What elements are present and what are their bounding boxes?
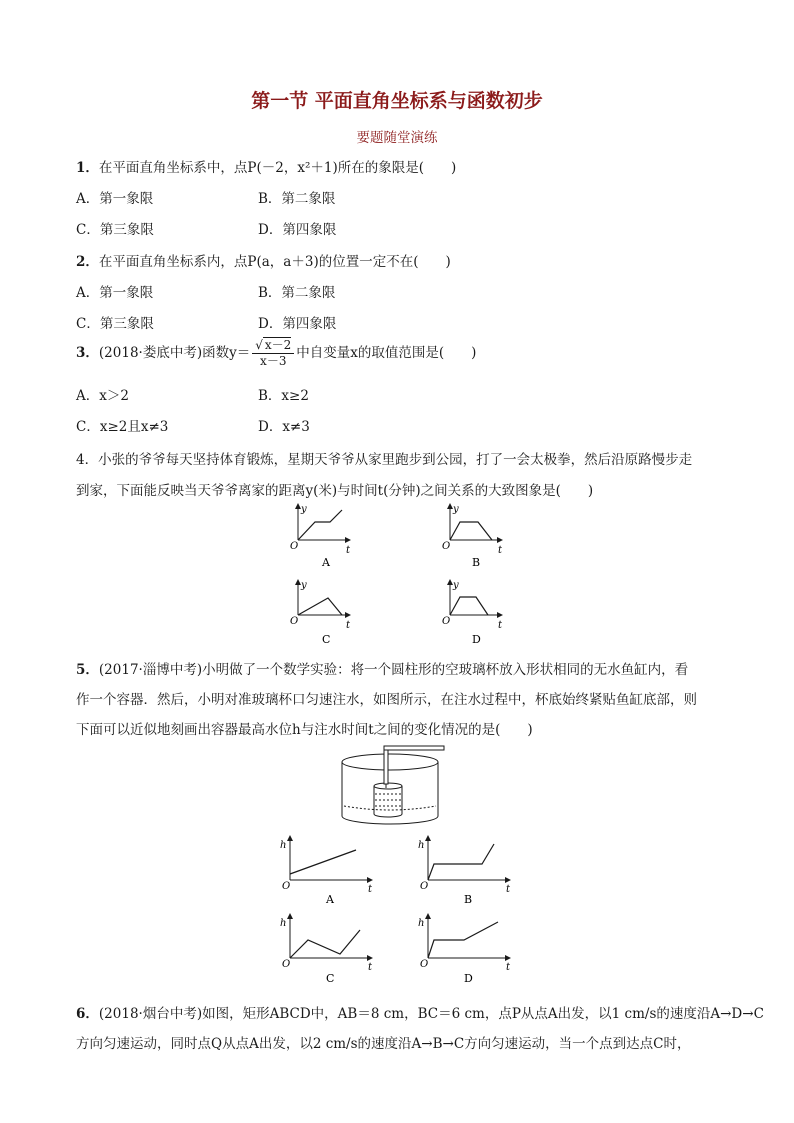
q4-b-origin: O [442,541,451,552]
question-text-post: 中自变量x的取值范围是( ) [296,345,477,361]
q5-graphs [268,830,538,990]
q3-option-b: B．x≥2 [258,388,309,404]
sqrt-sign: √ [255,338,263,352]
q5-a-label: A [326,893,334,906]
q1-option-b: B．第二象限 [258,191,336,207]
q5-d-axis-x: t [506,962,511,973]
q5-b-origin: O [420,881,429,892]
question-4-line-1: 4．小张的爷爷每天坚持体育锻炼，星期天爷爷从家里跑步到公园，打了一会太极拳，然后沿原路慢步走 [76,452,693,468]
question-number: 1． [76,160,99,176]
q5-graph-d [428,914,510,958]
q2-option-b: B．第二象限 [258,285,336,301]
q5-c-origin: O [282,959,291,970]
q4-c-axis-x: t [346,620,351,631]
q4-b-axis-x: t [498,545,503,556]
q5-graph-b [428,836,510,880]
fraction [252,338,294,369]
q5-d-axis-y: h [418,918,425,929]
q4-d-axis-y: y [453,580,459,591]
q4-a-origin: O [290,541,299,552]
q4-c-origin: O [290,616,299,627]
q5-c-axis-x: t [368,962,373,973]
question-3 [76,338,476,369]
q2-option-c: C．第三象限 [76,316,154,332]
question-5-line-1 [76,658,688,678]
fraction-denominator: x－3 [260,354,287,368]
q4-a-label: A [322,556,330,569]
q5-c-axis-y: h [280,918,287,929]
question-text: (2017·淄博中考)小明做了一个数学实验：将一个圆柱形的空玻璃杯放入形状相同的无水鱼缸内，看 [98,662,689,678]
q5-b-axis-x: t [506,884,511,895]
q5-b-label: B [464,893,473,906]
question-1 [76,156,456,176]
page-title: 第一节 平面直角坐标系与函数初步 [251,90,543,112]
q4-graphs [270,500,530,650]
q1-option-a: A．第一象限 [76,191,154,207]
q3-option-d: D．x≠3 [258,419,310,435]
q2-option-a: A．第一象限 [76,285,154,301]
q5-c-label: C [326,972,335,985]
question-5-line-3: 下面可以近似地刻画出容器最高水位h与注水时间t之间的变化情况的是( ) [76,722,533,738]
q3-option-a: A．x＞2 [76,388,129,404]
q4-d-origin: O [442,616,451,627]
fraction-numerator: x－2 [264,338,292,352]
q4-c-label: C [322,633,331,646]
q2-option-d: D．第四象限 [258,316,337,332]
q5-a-axis-y: h [280,840,287,851]
question-4-line-2: 到家，下面能反映当天爷爷离家的距离y(米)与时间t(分钟)之间关系的大致图象是( ) [76,483,594,499]
q5-graph-a [290,836,372,880]
q4-d-label: D [472,633,481,646]
q4-b-label: B [472,556,481,569]
q4-d-axis-x: t [498,620,503,631]
question-number: 6． [76,1006,99,1022]
q4-b-axis-y: y [453,504,459,515]
question-6-line-1 [76,1002,764,1022]
q5-a-axis-x: t [368,884,373,895]
q4-a-axis-x: t [346,545,351,556]
q1-option-c: C．第三象限 [76,222,154,238]
question-6-line-2: 方向匀速运动，同时点Q从点A出发，以2 cm/s的速度沿A→B→C方向匀速运动，当一个点到达点C时， [76,1036,691,1052]
q5-graph-c [290,914,372,958]
q5-a-origin: O [282,881,291,892]
question-text: 在平面直角坐标系内，点P(a，a＋3)的位置一定不在( ) [98,254,451,270]
q5-d-origin: O [420,959,429,970]
question-number: 3． [76,345,99,361]
q4-c-axis-y: y [301,580,307,591]
question-5-line-2: 作一个容器．然后，小明对准玻璃杯口匀速注水，如图所示，在注水过程中，杯底始终紧贴鱼缸底部，则 [76,692,697,708]
question-number: 2． [76,254,99,270]
q5-b-axis-y: h [418,840,425,851]
fish-tank-illustration [330,740,470,830]
question-text: (2018·烟台中考)如图，矩形ABCD中，AB＝8 cm，BC＝6 cm，点P从点A出发，以1 cm/s的速度沿A→D→C [98,1006,764,1022]
q1-option-d: D．第四象限 [258,222,337,238]
q5-d-label: D [464,972,473,985]
page-subtitle: 要题随堂演练 [356,130,438,146]
q4-a-axis-y: y [301,504,307,515]
question-2 [76,250,451,270]
q3-option-c: C．x≥2且x≠3 [76,419,169,435]
question-text: 在平面直角坐标系中，点P(－2，x²＋1)所在的象限是( ) [98,160,457,176]
question-number: 5． [76,662,99,678]
question-text-pre: (2018·娄底中考)函数y＝ [98,345,251,361]
